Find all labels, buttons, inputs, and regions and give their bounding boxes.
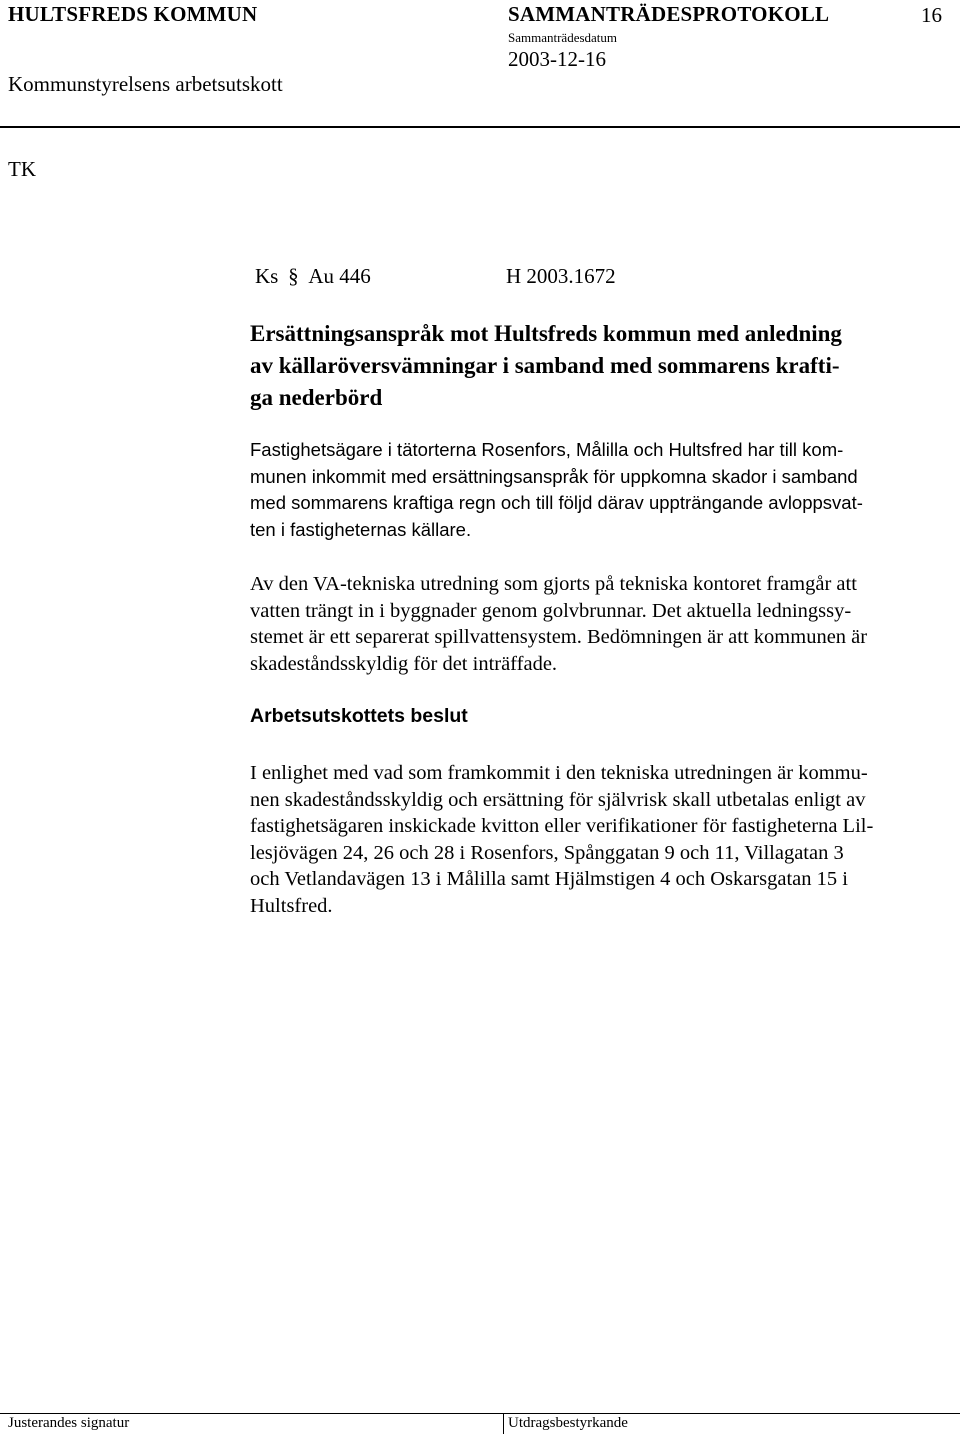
text-line: fastighetsägaren inskickade kvitton eller verifikationer för fastigheterna Lil- [250, 815, 874, 837]
footer-column-divider [503, 1413, 504, 1434]
meeting-date-label: Sammanträdesdatum [508, 30, 618, 45]
text-line: av källaröversvämningar i samband med sommarens krafti- [250, 353, 840, 378]
ks-label: Ks [255, 264, 279, 288]
text-line: ga nederbörd [250, 385, 383, 410]
page-number: 16 [921, 3, 942, 27]
paragraph-investigation [250, 571, 867, 677]
text-line: skadeståndsskyldig för det inträffade. [250, 652, 558, 675]
certification-label: Utdragsbestyrkande [508, 1415, 628, 1431]
footer-divider [0, 1413, 960, 1414]
text-line: Hultsfred. [250, 894, 333, 917]
text-line: I enlighet med vad som framkommit i den tekniska utredningen är kommu- [250, 762, 868, 784]
department-code: TK [8, 157, 36, 181]
meeting-date: 2003-12-16 [508, 47, 606, 71]
text-line: vatten trängt in i byggnader genom golvbrunnar. Det aktuella ledningssy- [250, 599, 852, 622]
text-line: stemet är ett separerat spillvattensystem. Bedömningen är att kommunen är [250, 626, 868, 648]
h-number: H 2003.1672 [506, 264, 616, 288]
text-line: lesjövägen 24, 26 och 28 i Rosenfors, Spånggatan 9 och 11, Villagatan 3 [250, 841, 844, 864]
text-line: Ersättningsanspråk mot Hultsfreds kommun med anledning [250, 321, 842, 346]
decision-text [250, 760, 873, 919]
text-line: med sommarens kraftiga regn och till följd därav uppträngande avloppsvat- [250, 492, 863, 513]
case-title [250, 318, 842, 414]
section-symbol: § [288, 264, 299, 288]
decision-heading: Arbetsutskottets beslut [250, 705, 468, 727]
header-divider [0, 126, 960, 128]
paragraph-background [250, 437, 863, 543]
au-number: Au 446 [308, 264, 371, 288]
committee-name: Kommunstyrelsens arbetsutskott [8, 72, 283, 96]
case-reference [255, 264, 616, 289]
text-line: Av den VA-tekniska utredning som gjorts på tekniska kontoret framgår att [250, 573, 857, 595]
signature-label: Justerandes signatur [8, 1415, 130, 1431]
document-type: SAMMANTRÄDESPROTOKOLL [508, 2, 830, 26]
text-line: och Vetlandavägen 13 i Målilla samt Hjälmstigen 4 och Oskarsgatan 15 i [250, 868, 848, 890]
text-line: ten i fastigheternas källare. [250, 518, 472, 540]
organization-name: HULTSFREDS KOMMUN [8, 2, 258, 26]
text-line: Fastighetsägare i tätorterna Rosenfors, Målilla och Hultsfred har till kom- [250, 439, 844, 460]
text-line: munen inkommit med ersättningsanspråk för uppkomna skador i samband [250, 465, 858, 487]
text-line: nen skadeståndsskyldig och ersättning för självrisk skall utbetalas enligt av [250, 788, 866, 811]
